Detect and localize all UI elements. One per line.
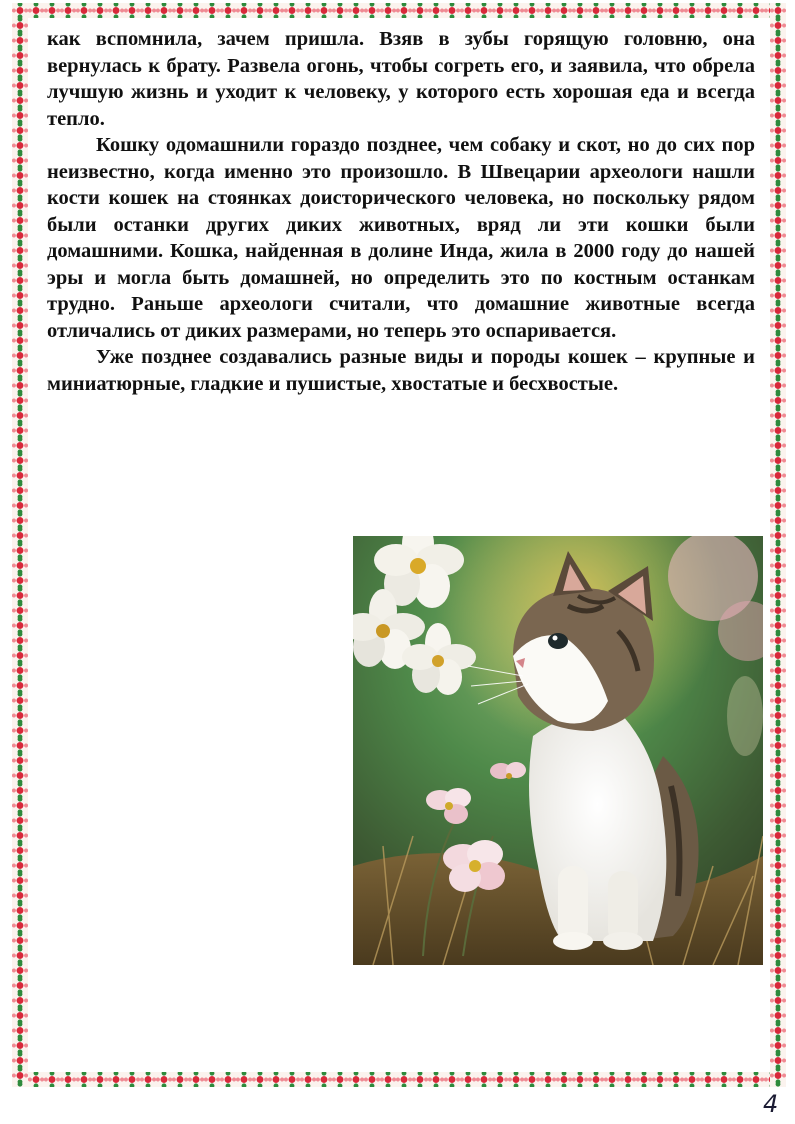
page-number: 4 bbox=[763, 1090, 779, 1118]
floral-border-top bbox=[12, 3, 786, 18]
floral-border-left bbox=[12, 3, 28, 1087]
paragraph-continuation: как вспомнила, зачем пришла. Взяв в зубы горящую головню, она вернулась к брату. Развела огонь, чтобы согреть его, и заявила, что обрела лучшую жизнь и уходит к человеку, у которого есть хорошая еда и всегда тепло. bbox=[47, 28, 755, 130]
body-text bbox=[47, 26, 755, 397]
kitten-photo bbox=[353, 536, 763, 965]
floral-border-bottom bbox=[12, 1072, 786, 1087]
paragraph-domestication: Кошку одомашнили гораздо позднее, чем собаку и скот, но до сих пор неизвестно, когда именно это произошло. В Швецарии археологи нашли кости кошек на стоянках доисторического человека, но поскольку рядом были останки других диких животных, вряд ли эти кошки были домашними. Кошка, найденная в долине Инда, жила в 2000 году до нашей эры и могла быть домашней, но определить это по костным останкам трудно. Раньше археологи считали, что домашние животные всегда отличались от диких размерами, но теперь это оспаривается. bbox=[47, 134, 755, 342]
paragraph-breeds: Уже позднее создавались разные виды и породы кошек – крупные и миниатюрные, гладкие и пушистые, хвостатые и бесхвостые. bbox=[47, 346, 755, 395]
floral-border-right bbox=[770, 3, 786, 1087]
